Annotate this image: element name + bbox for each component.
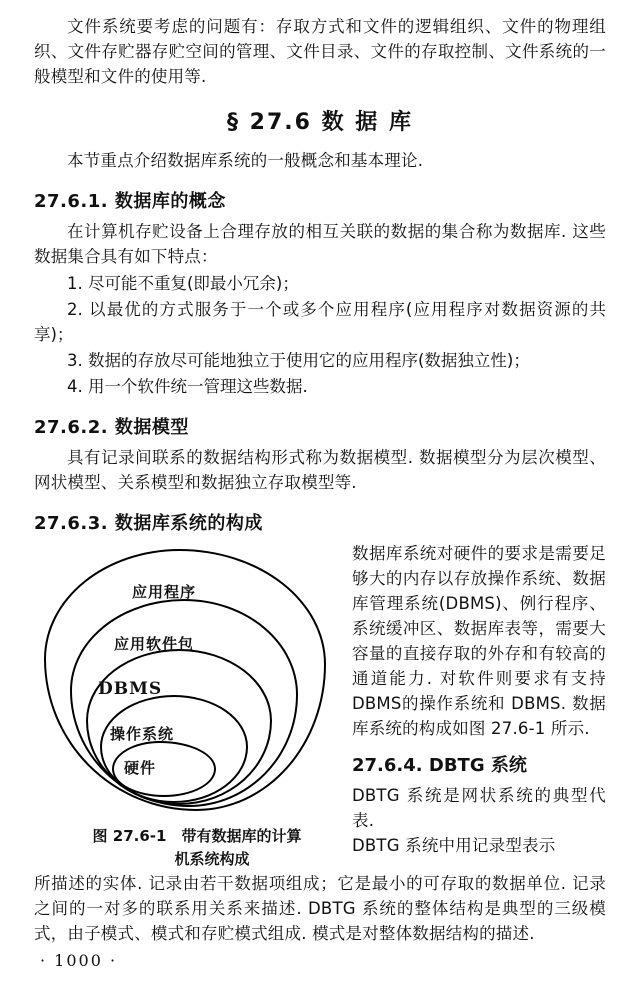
subsection-2-paragraph: 具有记录间联系的数据结构形式称为数据模型. 数据模型分为层次模型、网状模型、关系模型和数据独立存取模型等. [34,448,606,492]
subsection-1-paragraph: 在计算机存贮设备上合理存放的相互关联的数据的集合称为数据库. 这些数据集合具有如下特点： [34,222,606,266]
dbtg-paragraph-2: DBTG 系统中用记录型表示 [352,836,556,855]
figure-database-computer-system [40,545,340,871]
section-title-text: 数 据 库 [321,110,413,135]
page-number: · 1000 · [40,951,118,970]
subsection-heading-4: 27.6.4. DBTG 系统 [352,755,527,776]
section-lead-paragraph: 本节重点介绍数据库系统的一般概念和基本理论. [67,151,424,170]
tail-paragraph: 所描述的实体. 记录由若干数据项组成；它是最小的可存取的数据单位. 记录之间的一对多的联系用关系来描述. DBTG 系统的整体结构是典型的三级模式，由子模式、模式和存贮模式组成. 模式是对整体数据结构的描述. [34,874,606,943]
page-title [34,105,606,136]
list-item: 3. 数据的存放尽可能地独立于使用它的应用程序(数据独立性)； [67,351,530,370]
figure-caption-line1: 图 27.6-1 带有数据库的计算 [92,827,302,845]
figure-caption-line2: 机系统构成 [174,850,250,868]
list-item: 2. 以最优的方式服务于一个或多个应用程序(应用程序对数据资源的共享)； [34,300,606,344]
subsection-heading-1: 27.6.1. 数据库的概念 [34,191,226,212]
subsection-1-list [34,271,606,399]
subsection-heading-3: 27.6.3. 数据库系统的构成 [34,513,263,534]
onion-diagram [40,545,332,815]
dbtg-paragraph-1: DBTG 系统是网状系统的典型代表. [352,786,606,830]
hardware-requirements-paragraph: 数据库系统对硬件的要求是需要足够大的内存以存放操作系统、数据库管理系统(DBMS)、例行程序、系统缓冲区、数据库表等，需要大容量的直接存取的外存和有较高的通道能力. 对软件则要求有支持DBMS的操作系统和 DBMS. 数据库系统的构成如图 27.6-1 所示. [352,544,606,738]
figure-text-wrap [34,541,606,871]
list-item: 4. 用一个软件统一管理这些数据. [67,377,308,396]
subsection-heading-2: 27.6.2. 数据模型 [34,417,189,438]
intro-paragraph: 文件系统要考虑的问题有：存取方式和文件的逻辑组织、文件的物理组织、文件存贮器存贮空间的管理、文件目录、文件的存取控制、文件系统的一般模型和文件的使用等. [34,17,606,86]
layer-label-dbms: DBMS [98,679,163,699]
layer-label-application-software-package: 应用软件包 [114,635,195,653]
layer-label-operating-system: 操作系统 [110,725,175,743]
layer-label-application-program: 应用程序 [132,583,197,601]
list-item: 1. 尽可能不重复(即最小冗余)； [67,274,299,293]
figure-caption [40,825,340,871]
layer-label-hardware: 硬件 [124,759,157,777]
section-number: § 27.6 [227,110,312,135]
